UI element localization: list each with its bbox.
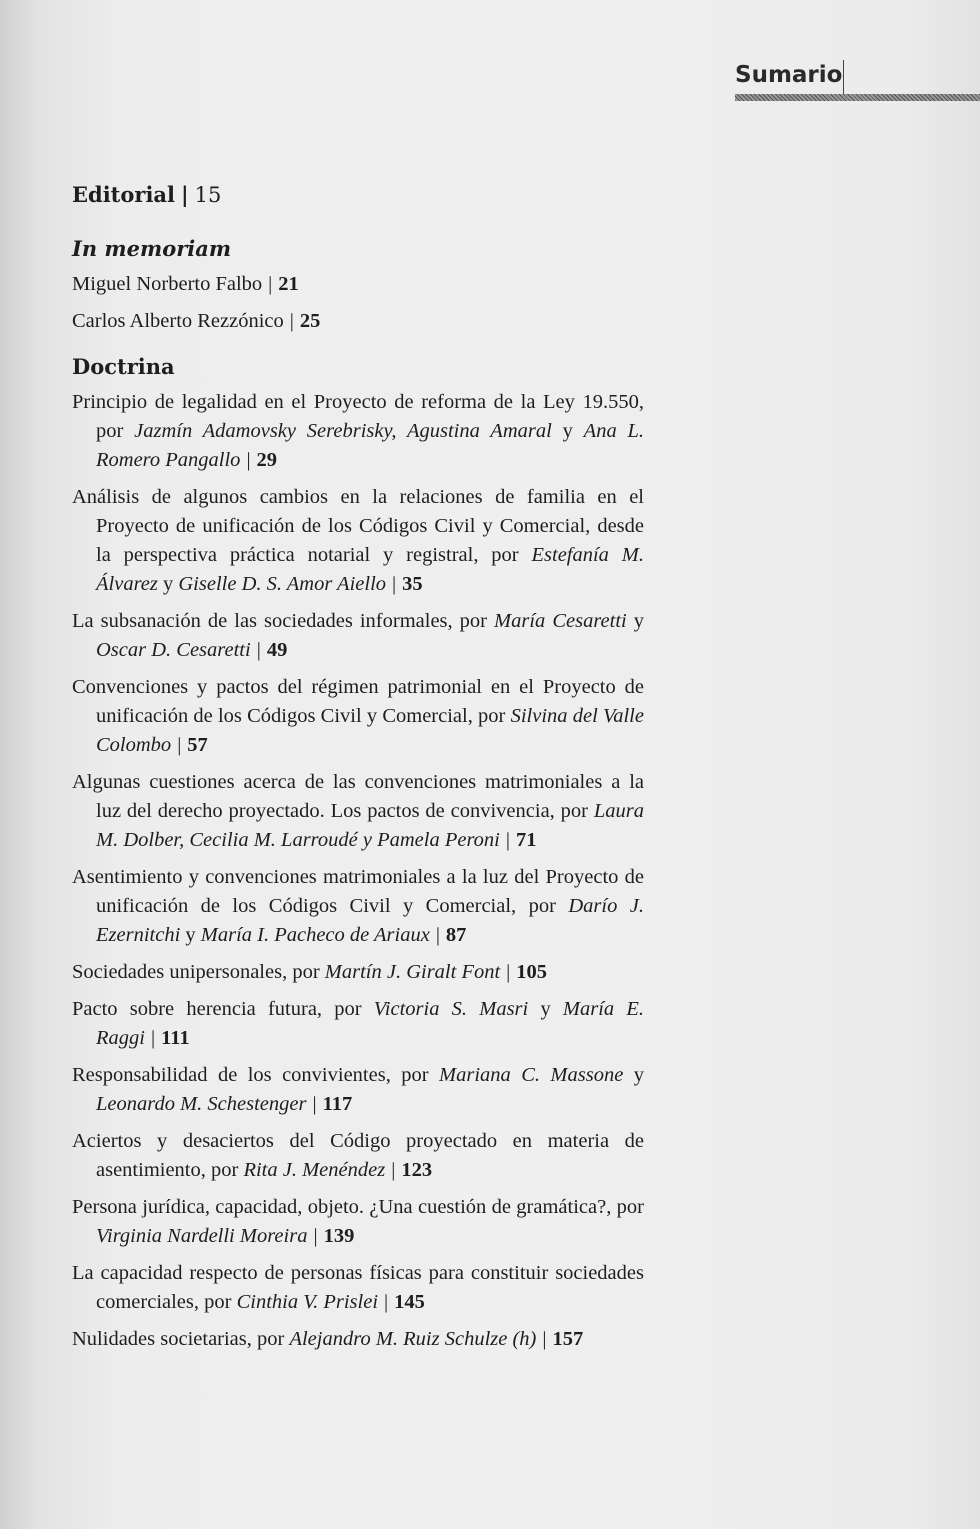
toc-entry xyxy=(72,1193,644,1251)
header-divider xyxy=(843,60,844,94)
separator: | xyxy=(150,1027,156,1049)
entry-authors: Victoria S. Masri xyxy=(373,998,529,1020)
entry-title: Carlos Alberto Rezzónico xyxy=(72,310,284,332)
page-number: 25 xyxy=(299,310,321,332)
entry-conjunction: y xyxy=(157,573,179,595)
page-number: 71 xyxy=(515,829,537,851)
separator: | xyxy=(506,961,511,983)
separator: | xyxy=(289,310,294,332)
entry-title: La capacidad respecto de personas físicas para constituir sociedades comerciales, por xyxy=(72,1262,644,1313)
page-number: 139 xyxy=(323,1225,355,1247)
page-number: 87 xyxy=(445,924,467,946)
toc-entry xyxy=(72,958,644,987)
page-number: 15 xyxy=(194,183,222,207)
entry-title: Miguel Norberto Falbo xyxy=(72,273,263,295)
toc-entry xyxy=(72,307,644,336)
entry-authors: Mariana C. Massone xyxy=(439,1064,624,1086)
page-number: 29 xyxy=(256,449,278,471)
page-number: 145 xyxy=(394,1291,425,1313)
entry-authors: María E. Raggi xyxy=(96,998,645,1049)
entry-authors: María I. Pacheco de Ariaux xyxy=(200,924,430,946)
entry-title: Nulidades societarias, por xyxy=(72,1328,290,1350)
page-number: 35 xyxy=(402,573,423,595)
toc-entry xyxy=(72,768,644,855)
entry-authors: Martín J. Giralt Font xyxy=(324,961,501,983)
page-number: 111 xyxy=(161,1027,190,1049)
entry-authors: Laura M. Dolber, Cecilia M. Larroudé y Pamela Peroni xyxy=(96,800,644,851)
entry-authors: Ana L. Romero Pangallo xyxy=(96,420,645,471)
toc-entry xyxy=(72,673,644,760)
separator: | xyxy=(391,1159,396,1181)
separator: | xyxy=(384,1291,389,1313)
doctrina-list xyxy=(72,388,644,1354)
page-number: 57 xyxy=(187,734,208,756)
toc-entry xyxy=(72,388,644,475)
header-bar xyxy=(735,94,980,101)
section-doctrina: Doctrina xyxy=(72,354,175,379)
page-number: 49 xyxy=(266,639,288,661)
entry-authors: Jazmín Adamovsky Serebrisky, Agustina Amaral xyxy=(134,420,552,442)
entry-title: Persona jurídica, capacidad, objeto. ¿Una cuestión de gramática?, por xyxy=(72,1196,644,1218)
running-header xyxy=(735,60,980,102)
page-number: 157 xyxy=(552,1328,584,1350)
toc-entry xyxy=(72,1061,644,1119)
table-of-contents xyxy=(72,180,644,1354)
entry-authors: Leonardo M. Schestenger xyxy=(96,1093,307,1115)
separator: | xyxy=(312,1093,317,1115)
entry-conjunction: y xyxy=(623,1064,644,1086)
separator: | xyxy=(313,1225,318,1247)
entry-authors: María Cesaretti xyxy=(494,610,627,632)
section-editorial xyxy=(72,180,644,210)
separator: | xyxy=(435,924,440,946)
entry-authors: Virginia Nardelli Moreira xyxy=(96,1225,308,1247)
entry-title: Convenciones y pactos del régimen patrimonial en el Proyecto de unificación de los Códigos Civil y Comercial, por xyxy=(72,676,644,727)
entry-conjunction: y xyxy=(551,420,584,442)
entry-authors: Rita J. Menéndez xyxy=(243,1159,386,1181)
entry-title: Principio de legalidad en el Proyecto de reforma de la Ley 19.550, por xyxy=(72,391,644,442)
entry-title: Algunas cuestiones acerca de las convenciones matrimoniales a la luz del derecho proyectado. Los pactos de convivencia, por xyxy=(72,771,644,822)
entry-title: La subsanación de las sociedades informales, por xyxy=(72,610,495,632)
page-number: 21 xyxy=(278,273,299,295)
entry-title: Asentimiento y convenciones matrimoniales a la luz del Proyecto de unificación de los Códigos Civil y Comercial, por xyxy=(72,866,644,917)
separator: | xyxy=(392,573,397,595)
entry-title: Análisis de algunos cambios en la relaciones de familia en el Proyecto de unificación de los Códigos Civil y Comercial, desde la perspectiva práctica notarial y registral, por xyxy=(72,486,644,566)
entry-authors: Darío J. Ezernitchi xyxy=(96,895,644,946)
page-number: 123 xyxy=(401,1159,433,1181)
toc-entry xyxy=(72,1127,644,1185)
toc-entry xyxy=(72,1325,644,1354)
memoriam-list xyxy=(72,270,644,336)
separator: | xyxy=(177,734,182,756)
separator: | xyxy=(181,182,189,207)
entry-authors: Oscar D. Cesaretti xyxy=(96,639,251,661)
entry-conjunction: y xyxy=(180,924,201,946)
toc-entry xyxy=(72,270,644,299)
separator: | xyxy=(505,829,510,851)
entry-title: Pacto sobre herencia futura, por xyxy=(72,998,374,1020)
page-number: 117 xyxy=(322,1093,353,1115)
entry-conjunction: y xyxy=(528,998,563,1020)
toc-entry xyxy=(72,483,644,599)
separator: | xyxy=(542,1328,547,1350)
entry-title: Aciertos y desaciertos del Código proyectado en materia de asentimiento, por xyxy=(72,1130,644,1181)
entry-authors: Estefanía M. Álvarez xyxy=(96,544,644,595)
separator: | xyxy=(268,273,273,295)
page-number: 105 xyxy=(516,961,548,983)
entry-conjunction: y xyxy=(626,610,645,632)
toc-entry xyxy=(72,1259,644,1317)
toc-entry xyxy=(72,995,644,1053)
separator: | xyxy=(246,449,251,471)
header-title: Sumario xyxy=(735,62,843,88)
separator: | xyxy=(256,639,261,661)
section-in-memoriam: In memoriam xyxy=(72,236,232,261)
entry-authors: Silvina del Valle Colombo xyxy=(96,705,644,756)
entry-authors: Giselle D. S. Amor Aiello xyxy=(178,573,387,595)
entry-authors: Alejandro M. Ruiz Schulze (h) xyxy=(289,1328,537,1350)
toc-entry xyxy=(72,863,644,950)
entry-authors: Cinthia V. Prislei xyxy=(236,1291,379,1313)
entry-title: Responsabilidad de los convivientes, por xyxy=(72,1064,440,1086)
entry-title: Sociedades unipersonales, por xyxy=(72,961,325,983)
toc-entry xyxy=(72,607,644,665)
section-title: Editorial xyxy=(72,182,176,207)
